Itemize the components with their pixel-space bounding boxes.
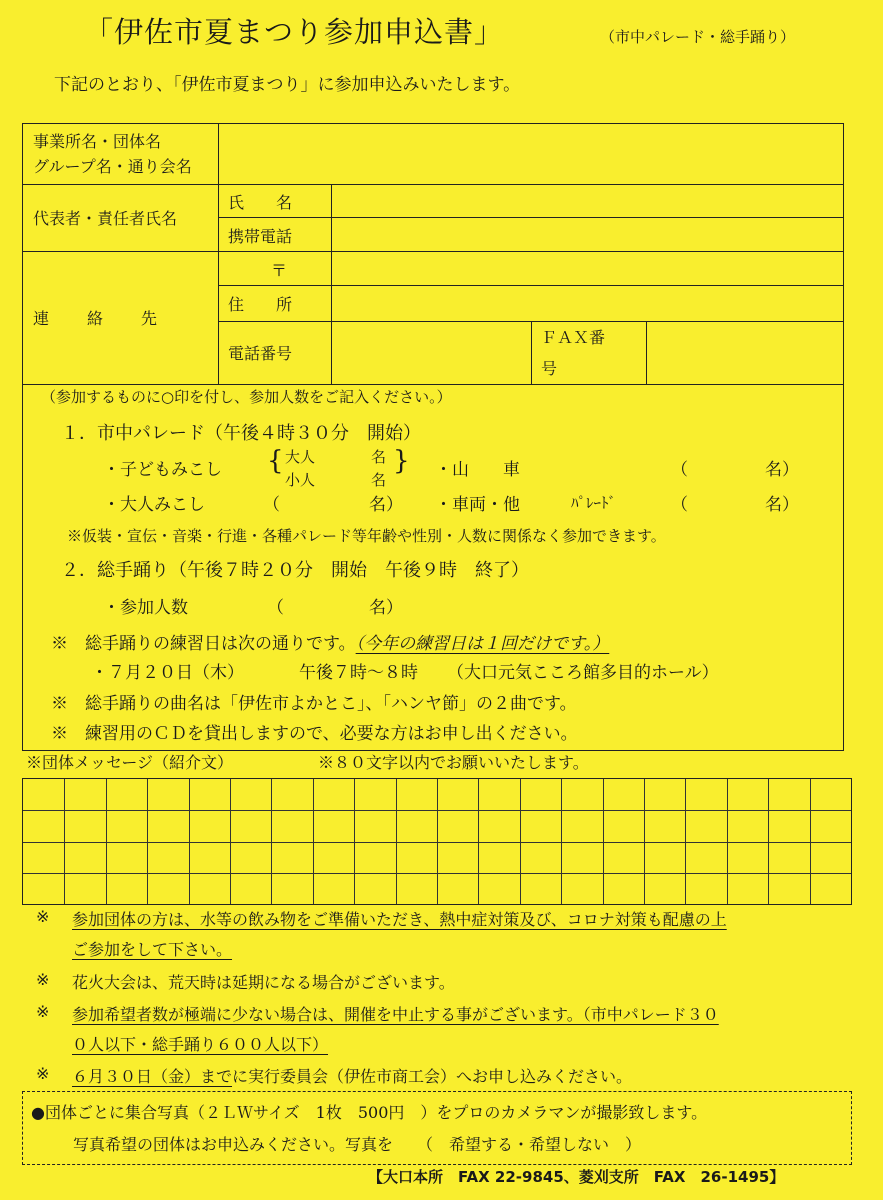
photo-request-box bbox=[22, 1091, 852, 1165]
row-divider bbox=[23, 251, 843, 252]
practice-date: ・７月２０日（木） bbox=[91, 663, 244, 683]
message-limit-note: ※８０文字以内でお願いいたします。 bbox=[318, 753, 589, 772]
row-divider bbox=[218, 217, 843, 218]
adult-mei: 名 bbox=[371, 448, 387, 466]
row-divider bbox=[218, 285, 843, 286]
kids-mikoshi-label: ・子どもみこし bbox=[103, 460, 222, 480]
grid-row-line bbox=[23, 842, 851, 843]
adult-mikoshi-paren: （ bbox=[263, 495, 280, 515]
dance-count-mei: 名） bbox=[369, 598, 403, 618]
notice-1-line1: 参加団体の方は、水等の飲み物をご準備いただき、熱中症対策及び、コロナ対策も配慮の上 bbox=[72, 910, 727, 929]
intro-text: 下記のとおり、「伊佐市夏まつり」に参加申込みいたします。 bbox=[54, 75, 521, 95]
fax-info: 【大口本所 FAX 22-9845、菱刈支所 FAX 26-1495】 bbox=[368, 1168, 785, 1186]
yama-label: ・山 車 bbox=[435, 460, 520, 480]
name-label: 氏 名 bbox=[228, 193, 293, 212]
phone-field[interactable] bbox=[333, 323, 529, 382]
col-divider bbox=[531, 321, 532, 384]
child-mei: 名 bbox=[371, 471, 387, 489]
col-divider bbox=[218, 124, 219, 384]
group-name-label: グループ名・通り会名 bbox=[33, 157, 192, 176]
contact-label: 連 絡 先 bbox=[33, 309, 160, 328]
col-divider bbox=[331, 184, 332, 384]
representative-label: 代表者・責任者氏名 bbox=[33, 209, 178, 228]
practice-note: ※ 総手踊りの練習日は次の通りです。（今年の練習日は１回だけです。） bbox=[51, 634, 610, 654]
notice-mark-4: ※ bbox=[36, 1064, 50, 1083]
costume-note: ※仮装・宣伝・音楽・行進・各種パレード等年齢や性別・人数に関係なく参加できます。 bbox=[67, 527, 666, 545]
message-label: ※団体メッセージ（紹介文） bbox=[26, 753, 234, 772]
rep-name-field[interactable] bbox=[333, 186, 841, 216]
org-name-label: 事業所名・団体名 bbox=[33, 132, 162, 151]
practice-place: （大口元気こころ館多目的ホール） bbox=[447, 663, 719, 683]
notice-mark-2: ※ bbox=[36, 970, 50, 989]
fax-label: ＦＡＸ番 bbox=[541, 328, 606, 347]
photo-line-1: ●団体ごとに集合写真（２ＬＷサイズ 1枚 500円 ）をプロのカメラマンが撮影致します。 bbox=[31, 1103, 708, 1122]
yama-mei: 名） bbox=[765, 460, 799, 480]
notice-3-line2: ０人以下・総手踊り６００人以下） bbox=[72, 1035, 329, 1054]
postal-code-field[interactable] bbox=[333, 253, 841, 283]
photo-line-2: 写真希望の団体はお申込みください。写真を （ 希望する・希望しない ） bbox=[73, 1135, 642, 1154]
vehicle-label: ・車両・他 bbox=[435, 495, 520, 515]
bracket-open: { bbox=[267, 446, 284, 476]
mobile-field[interactable] bbox=[333, 219, 841, 249]
message-grid[interactable] bbox=[22, 778, 852, 905]
vehicle-mei: 名） bbox=[765, 495, 799, 515]
practice-time: 午後７時～８時 bbox=[299, 663, 418, 683]
address-label: 住 所 bbox=[228, 295, 293, 314]
notice-mark-1: ※ bbox=[36, 907, 50, 926]
child-label: 小人 bbox=[285, 471, 316, 489]
mobile-label: 携帯電話 bbox=[228, 227, 293, 246]
participation-note: （参加するものに○印を付し、参加人数をご記入ください。） bbox=[41, 388, 452, 406]
dance-count-paren: （ bbox=[267, 598, 284, 618]
col-divider bbox=[646, 321, 647, 384]
address-field[interactable] bbox=[333, 287, 841, 319]
org-name-field[interactable] bbox=[220, 126, 840, 182]
adult-mikoshi-label: ・大人みこし bbox=[103, 495, 205, 515]
parade-kana: ﾊﾟﾚｰﾄﾞ bbox=[571, 494, 617, 512]
notice-mark-3: ※ bbox=[36, 1002, 50, 1021]
vehicle-paren: （ bbox=[671, 495, 688, 515]
adult-mikoshi-mei: 名） bbox=[369, 495, 403, 515]
fax-field[interactable] bbox=[648, 323, 841, 382]
notice-1-line2: ご参加をして下さい。 bbox=[72, 940, 233, 959]
grid-row-line bbox=[23, 873, 851, 874]
adult-label: 大人 bbox=[285, 448, 316, 466]
songs-note: ※ 総手踊りの曲名は「伊佐市よかとこ」、「ハンヤ節」の２曲です。 bbox=[51, 694, 577, 714]
phone-label: 電話番号 bbox=[228, 344, 293, 363]
dance-heading: ２．総手踊り（午後７時２０分 開始 午後９時 終了） bbox=[61, 560, 529, 581]
application-form bbox=[22, 123, 844, 751]
notice-2: 花火大会は、荒天時は延期になる場合がございます。 bbox=[72, 973, 455, 992]
notice-4: ６月３０日（金）までに実行委員会（伊佐市商工会）へお申し込みください。 bbox=[72, 1067, 633, 1086]
page-title: 「伊佐市夏まつり参加申込書」 bbox=[84, 15, 505, 49]
row-divider bbox=[23, 384, 843, 385]
cd-note: ※ 練習用のＣＤを貸出しますので、必要な方はお申し出ください。 bbox=[51, 724, 578, 744]
bracket-close: } bbox=[393, 446, 410, 476]
yama-paren: （ bbox=[671, 460, 688, 480]
grid-row-line bbox=[23, 810, 851, 811]
parade-heading: １．市中パレード（午後４時３０分 開始） bbox=[61, 423, 421, 444]
fax-label-cont: 号 bbox=[541, 359, 558, 378]
postal-mark: 〒 bbox=[271, 261, 288, 280]
notice-3-line1: 参加希望者数が極端に少ない場合は、開催を中止する事がございます。（市中パレード３０ bbox=[72, 1005, 719, 1024]
dance-count-label: ・参加人数 bbox=[103, 598, 188, 618]
row-divider bbox=[23, 184, 843, 185]
page-subtitle: （市中パレード・総手踊り） bbox=[600, 28, 796, 46]
